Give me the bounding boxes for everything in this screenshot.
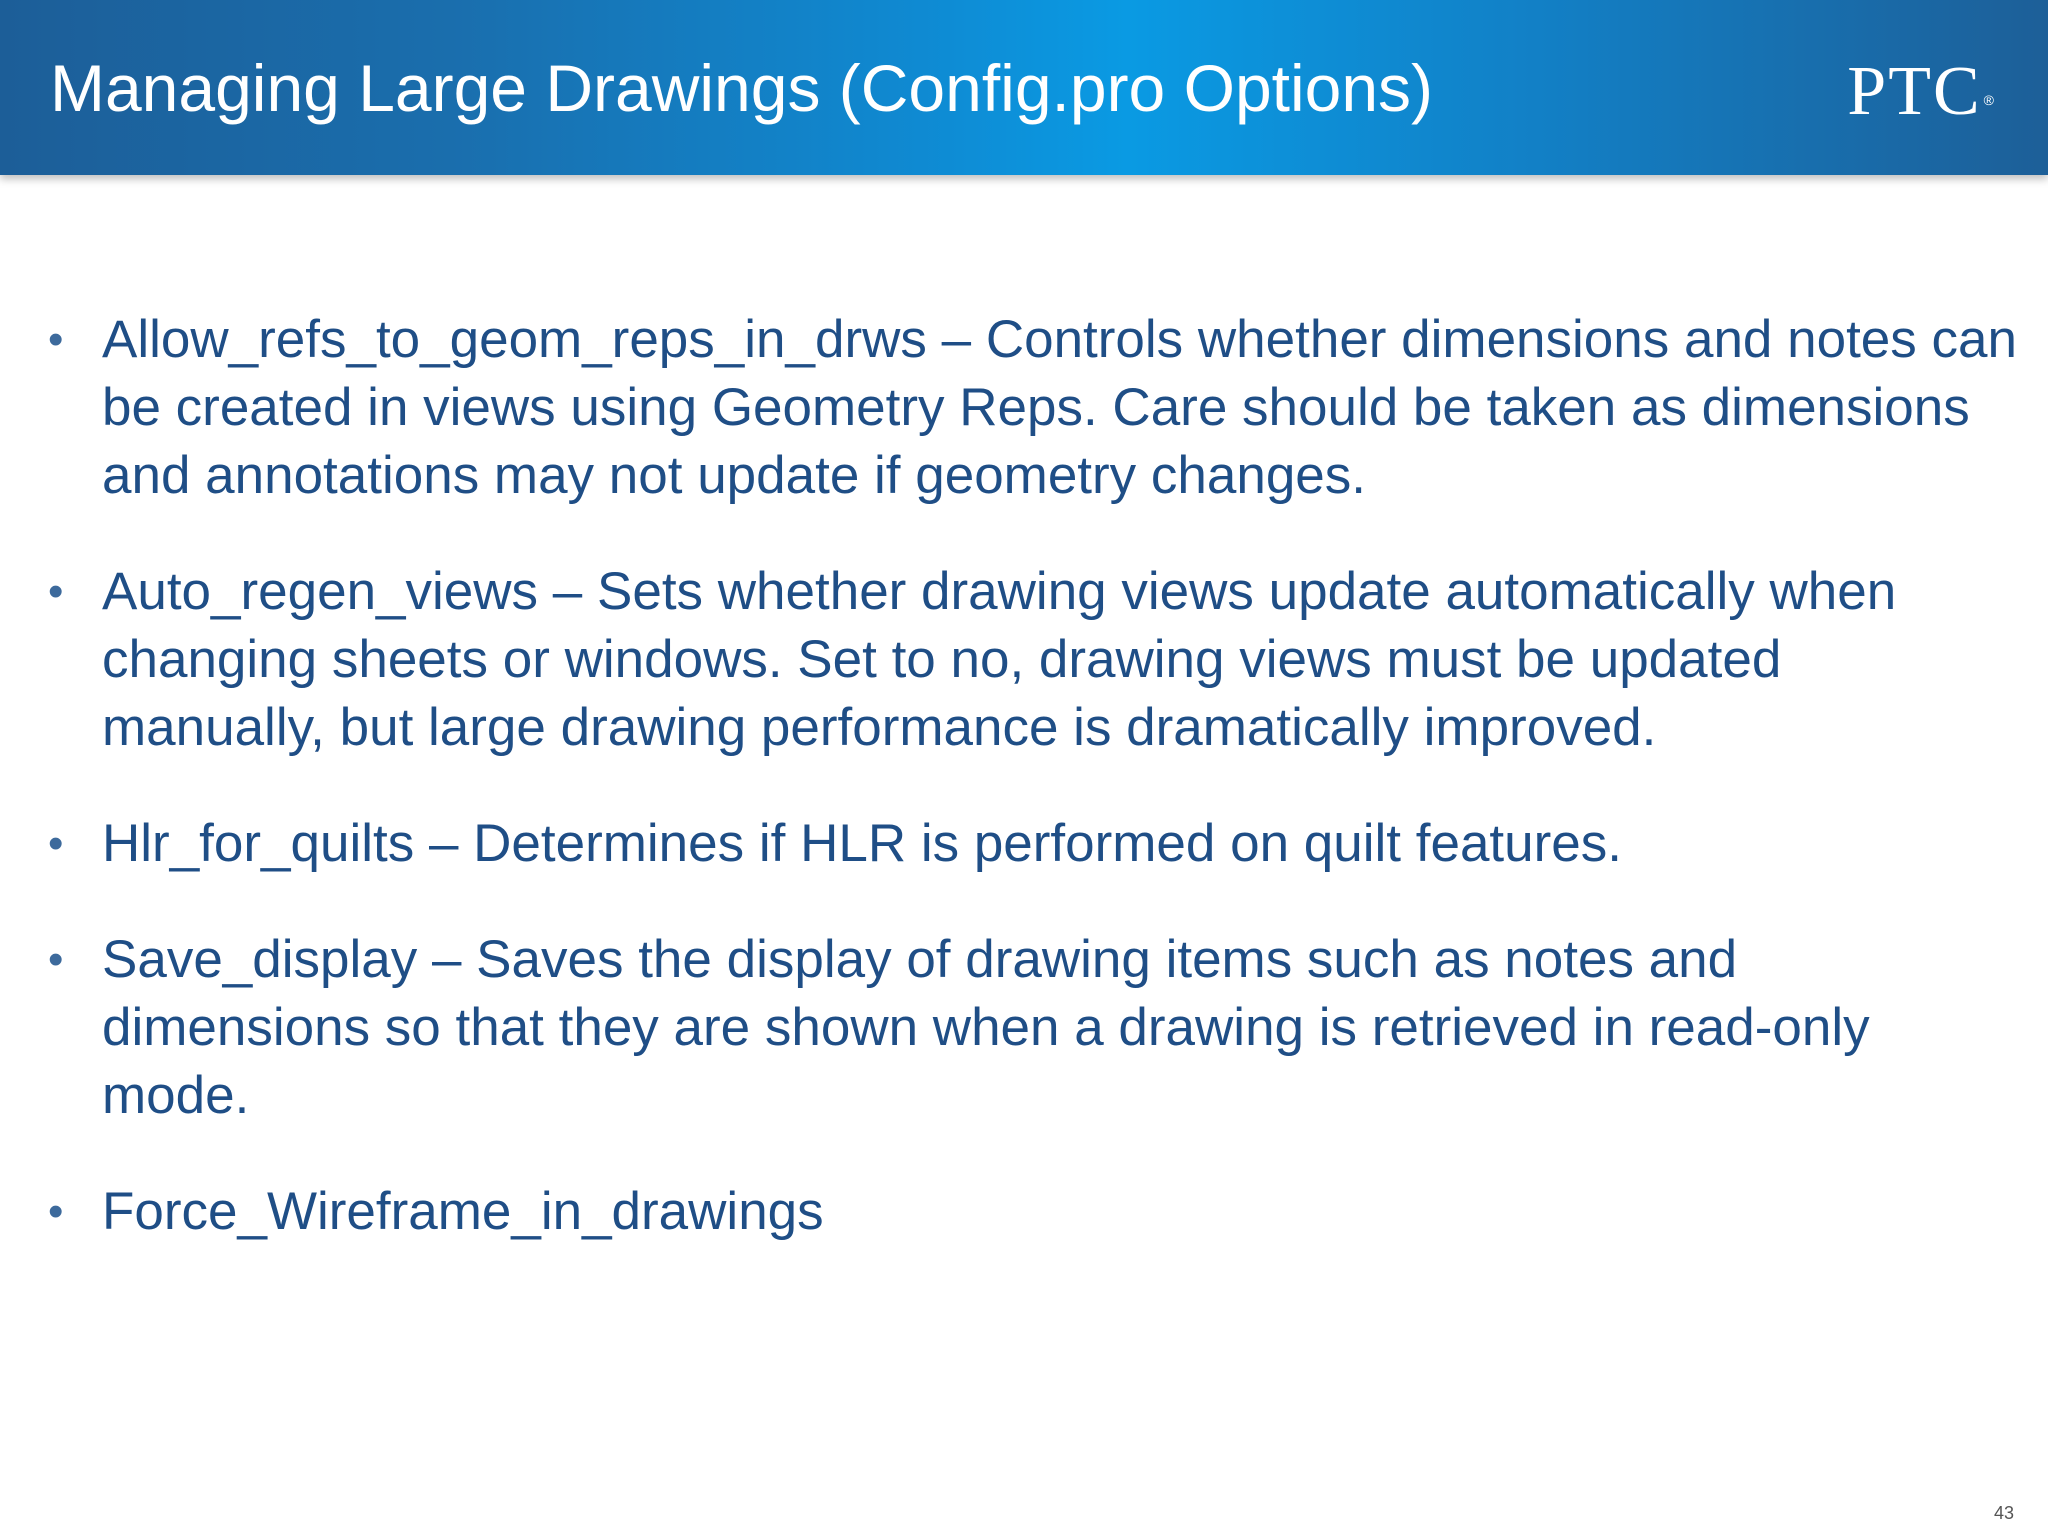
ptc-logo [1847,52,1996,132]
bullet-text: Auto_regen_views – Sets whether drawing views update automatically when changing sheets or windows. Set to no, drawing views must be updated manually, but large drawing performance is dramatically improved. [102,562,1897,757]
list-item [0,1178,2048,1246]
bullet-icon: • [48,935,64,984]
registered-mark: ® [1983,92,1996,108]
list-item [0,306,2048,510]
bullet-text: Allow_refs_to_geom_reps_in_drws – Controls whether dimensions and notes can be created in views using Geometry Reps. Care should be taken as dimensions and annotations may not update if geometry changes. [102,310,2017,505]
bullet-text: Force_Wireframe_in_drawings [102,1182,824,1241]
bullet-list [0,306,2048,1294]
header-bar [0,0,2048,175]
slide-title: Managing Large Drawings (Config.pro Options) [50,51,1434,125]
bullet-icon: • [48,315,64,364]
list-item [0,558,2048,762]
page-number: 43 [1993,1503,2014,1523]
bullet-text: Hlr_for_quilts – Determines if HLR is performed on quilt features. [102,814,1622,873]
bullet-icon: • [48,567,64,616]
bullet-icon: • [48,819,64,868]
bullet-icon: • [48,1187,64,1236]
list-item [0,926,2048,1130]
bullet-text: Save_display – Saves the display of drawing items such as notes and dimensions so that they are shown when a drawing is retrieved in read-only mode. [102,930,1870,1125]
list-item [0,810,2048,878]
logo-text: PTC [1847,53,1982,130]
